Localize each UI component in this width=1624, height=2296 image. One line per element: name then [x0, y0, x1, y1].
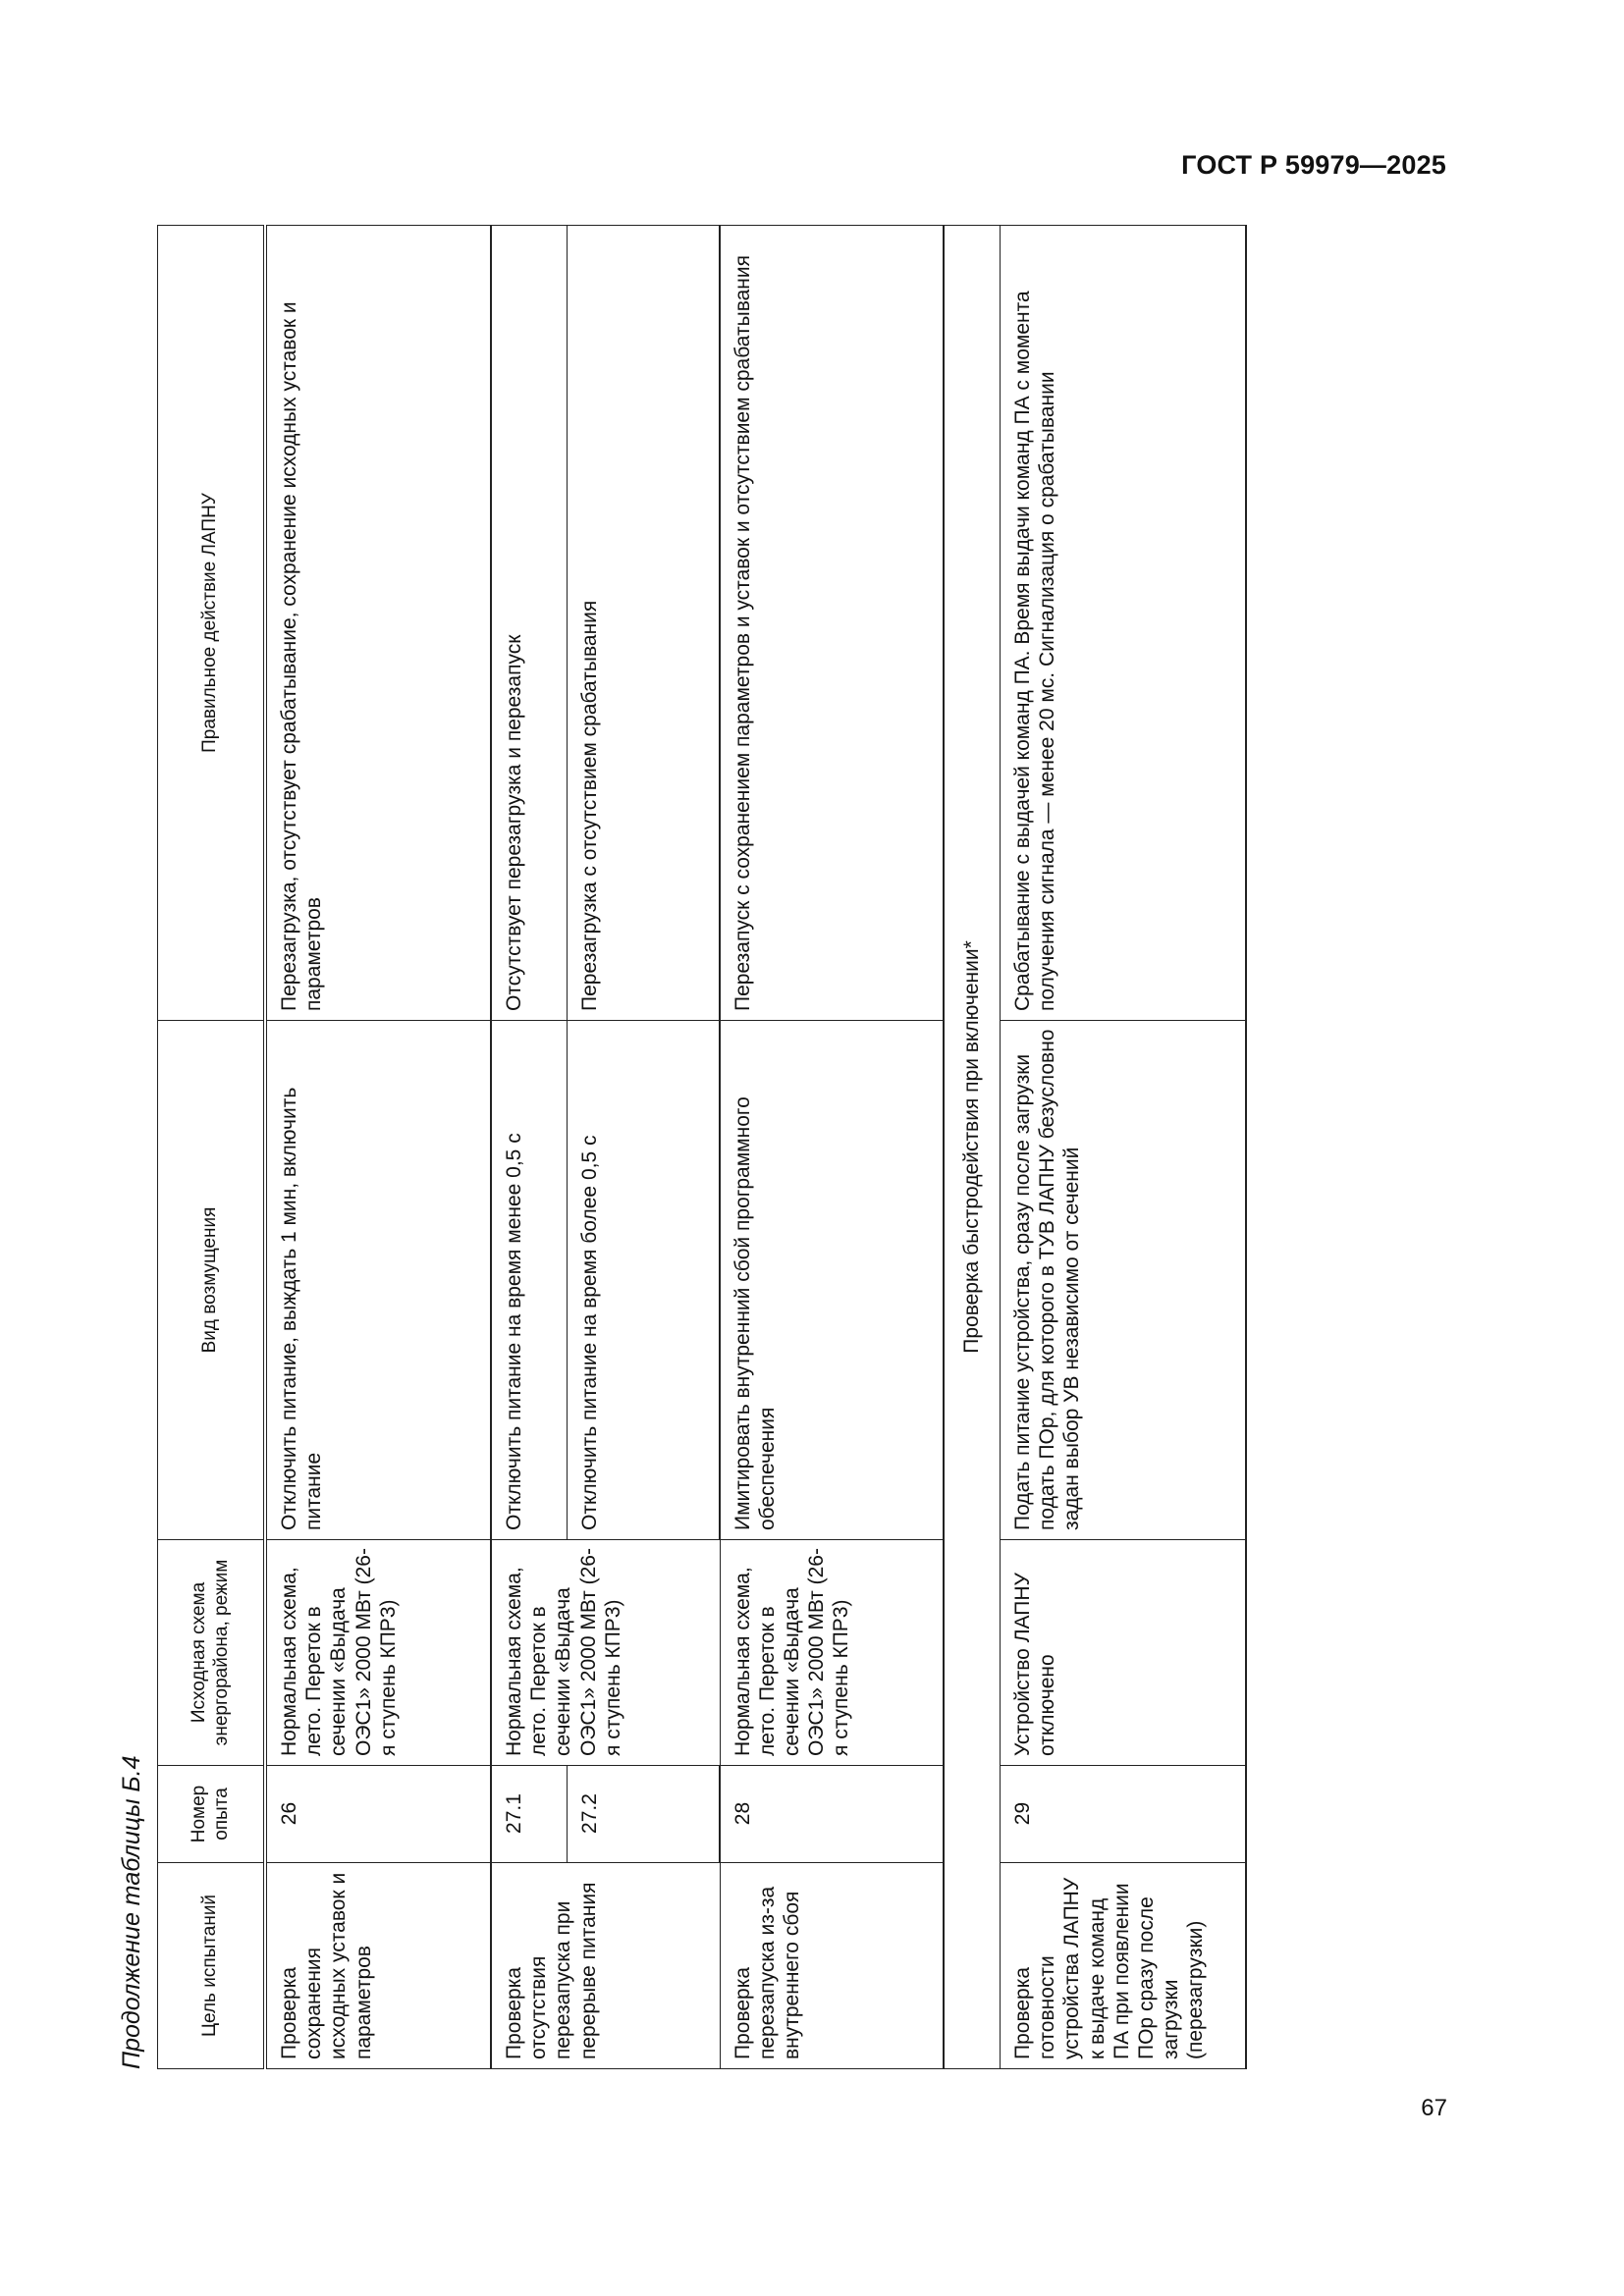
cell-purpose: Проверка готовности устройства ЛАПНУ к выдаче команд ПА при появлении ПОр сразу после загрузки (перезагрузки)	[1001, 1863, 1246, 2069]
cell-disturbance: Подать питание устройства, сразу после загрузки подать ПОр, для которого в ТУВ ЛАПНУ безусловно задан выбор УВ независимо от сечений	[1001, 1021, 1246, 1540]
cell-disturbance: Отключить питание на время более 0,5 с	[567, 1021, 720, 1540]
cell-scheme: Нормальная схема, лето. Переток в сечении «Выдача ОЭС1» 2000 МВт (26-я ступень КПР3)	[491, 1540, 720, 1766]
page-number: 67	[1421, 2095, 1447, 2121]
cell-scheme: Нормальная схема, лето. Переток в сечении «Выдача ОЭС1» 2000 МВт (26-я ступень КПР3)	[265, 1540, 491, 1766]
cell-number: 26	[265, 1766, 491, 1863]
col-header-disturbance: Вид возмущения	[158, 1021, 266, 1540]
col-header-action: Правильное действие ЛАПНУ	[158, 226, 266, 1021]
test-table	[157, 225, 1247, 2069]
cell-purpose: Проверка перезапуска из-за внутреннего сбоя	[720, 1863, 944, 2069]
cell-action: Срабатывание с выдачей команд ПА. Время выдачи команд ПА с момента получения сигнала — менее 20 мс. Сигнализация о срабатывании	[1001, 226, 1246, 1021]
table-row	[265, 226, 491, 2069]
cell-disturbance: Отключить питание на время менее 0,5 с	[491, 1021, 567, 1540]
table-caption: Продолжение таблицы Б.4	[118, 1755, 145, 2069]
table-header-row	[158, 226, 266, 2069]
table-row	[567, 226, 720, 2069]
rotated-table-block	[110, 224, 1249, 2069]
table-row	[720, 226, 944, 2069]
col-header-purpose: Цель испытаний	[158, 1863, 266, 2069]
cell-scheme: Устройство ЛАПНУ отключено	[1001, 1540, 1246, 1766]
section-title: Проверка быстродействия при включении*	[944, 226, 1001, 2069]
cell-number: 27.1	[491, 1766, 567, 1863]
cell-number: 27.2	[567, 1766, 720, 1863]
cell-purpose: Проверка сохранения исходных уставок и параметров	[265, 1863, 491, 2069]
table-row	[491, 226, 567, 2069]
cell-action: Перезапуск с сохранением параметров и уставок и отсутствием срабатывания	[720, 226, 944, 1021]
cell-number: 29	[1001, 1766, 1246, 1863]
cell-purpose: Проверка отсутствия перезапуска при перерыве питания	[491, 1863, 720, 2069]
document-code: ГОСТ Р 59979—2025	[1181, 150, 1446, 180]
col-header-scheme: Исходная схема энергорайона, режим	[158, 1540, 266, 1766]
col-header-number: Номер опыта	[158, 1766, 266, 1863]
cell-action: Перезагрузка с отсутствием срабатывания	[567, 226, 720, 1021]
cell-disturbance: Имитировать внутренний сбой программного обеспечения	[720, 1021, 944, 1540]
cell-action: Перезагрузка, отсутствует срабатывание, сохранение исходных уставок и параметров	[265, 226, 491, 1021]
cell-number: 28	[720, 1766, 944, 1863]
table-row	[1001, 226, 1246, 2069]
cell-disturbance: Отключить питание, выждать 1 мин, включить питание	[265, 1021, 491, 1540]
cell-scheme: Нормальная схема, лето. Переток в сечении «Выдача ОЭС1» 2000 МВт (26-я ступень КПР3)	[720, 1540, 944, 1766]
section-row	[944, 226, 1001, 2069]
cell-action: Отсутствует перезагрузка и перезапуск	[491, 226, 567, 1021]
